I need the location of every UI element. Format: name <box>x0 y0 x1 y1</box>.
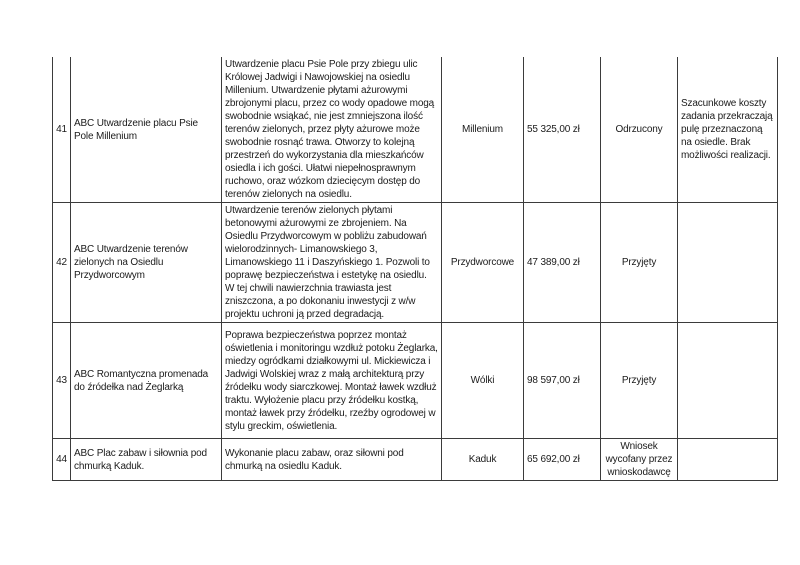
district-cell: Millenium <box>442 57 524 203</box>
notes-cell <box>678 203 778 323</box>
project-title-cell: ABC Romantyczna promenada do źródełka nad Żeglarką <box>71 323 222 439</box>
amount-cell: 47 389,00 zł <box>524 203 601 323</box>
row-number-cell: 42 <box>53 203 71 323</box>
amount-cell: 98 597,00 zł <box>524 323 601 439</box>
district-cell: Wólki <box>442 323 524 439</box>
status-cell: Odrzucony <box>601 57 678 203</box>
status-cell: Przyjęty <box>601 323 678 439</box>
project-title-cell: ABC Plac zabaw i siłownia pod chmurką Kaduk. <box>71 439 222 481</box>
table-row <box>53 57 778 203</box>
table-row <box>53 203 778 323</box>
row-number-cell: 41 <box>53 57 71 203</box>
district-cell: Przydworcowe <box>442 203 524 323</box>
project-title-cell: ABC Utwardzenie placu Psie Pole Millenium <box>71 57 222 203</box>
project-description-cell: Poprawa bezpieczeństwa poprzez montaż oświetlenia i monitoringu wzdłuż potoku Żeglarka, miedzy ogródkami działkowymi ul. Mickiewicza i Jadwigi Wolskiej wraz z małą architekturą przy źródełku wody siarczkowej. Montaż ławek wzdłuż traktu. Wyłożenie placu przy źródełku kostką, montaż ławek przy źródełku, rzeźby ogrodowej w stylu greckim, oświetlenia. <box>222 323 442 439</box>
notes-cell <box>678 323 778 439</box>
amount-cell: 55 325,00 zł <box>524 57 601 203</box>
table-row <box>53 323 778 439</box>
project-title-cell: ABC Utwardzenie terenów zielonych na Osiedlu Przydworcowym <box>71 203 222 323</box>
table-row <box>53 439 778 481</box>
row-number-cell: 43 <box>53 323 71 439</box>
project-description-cell: Utwardzenie terenów zielonych płytami betonowymi ażurowymi ze zbrojeniem. Na Osiedlu Przydworcowym w pobliżu zabudowań wielorodzinnych- Limanowskiego 3, Limanowskiego 11 i Daszyńskiego 1. Pozwoli to poprawę bezpieczeństwa i estetykę na osiedlu. W tej chwili nawierzchnia trawiasta jest zniszczona, a po dokonaniu inwestycji z w/w projektu uchroni ją przed degradacją. <box>222 203 442 323</box>
status-cell: Wniosek wycofany przez wnioskodawcę <box>601 439 678 481</box>
project-description-cell: Utwardzenie placu Psie Pole przy zbiegu ulic Królowej Jadwigi i Nawojowskiej na osiedlu Millenium. Utwardzenie płytami ażurowymi zbrojonymi placu, przez co wody opadowe mogą swobodnie wsiąkać, nie jest zmniejszona ilość terenów zielonych, przez płyty ażurowe może swobodnie rosnąć trawa. Otworzy to kolejną przestrzeń do wykorzystania dla mieszkańców osiedla i ich gości. Ułatwi niepełnosprawnym ruchowo, oraz wózkom dziecięcym dostęp do terenów zielonych na osiedlu. <box>222 57 442 203</box>
notes-cell: Szacunkowe koszty zadania przekraczają pulę przeznaczoną na osiedle. Brak możliwości realizacji. <box>678 57 778 203</box>
projects-table <box>52 57 778 481</box>
status-cell: Przyjęty <box>601 203 678 323</box>
project-description-cell: Wykonanie placu zabaw, oraz siłowni pod chmurką na osiedlu Kaduk. <box>222 439 442 481</box>
notes-cell <box>678 439 778 481</box>
district-cell: Kaduk <box>442 439 524 481</box>
row-number-cell: 44 <box>53 439 71 481</box>
amount-cell: 65 692,00 zł <box>524 439 601 481</box>
